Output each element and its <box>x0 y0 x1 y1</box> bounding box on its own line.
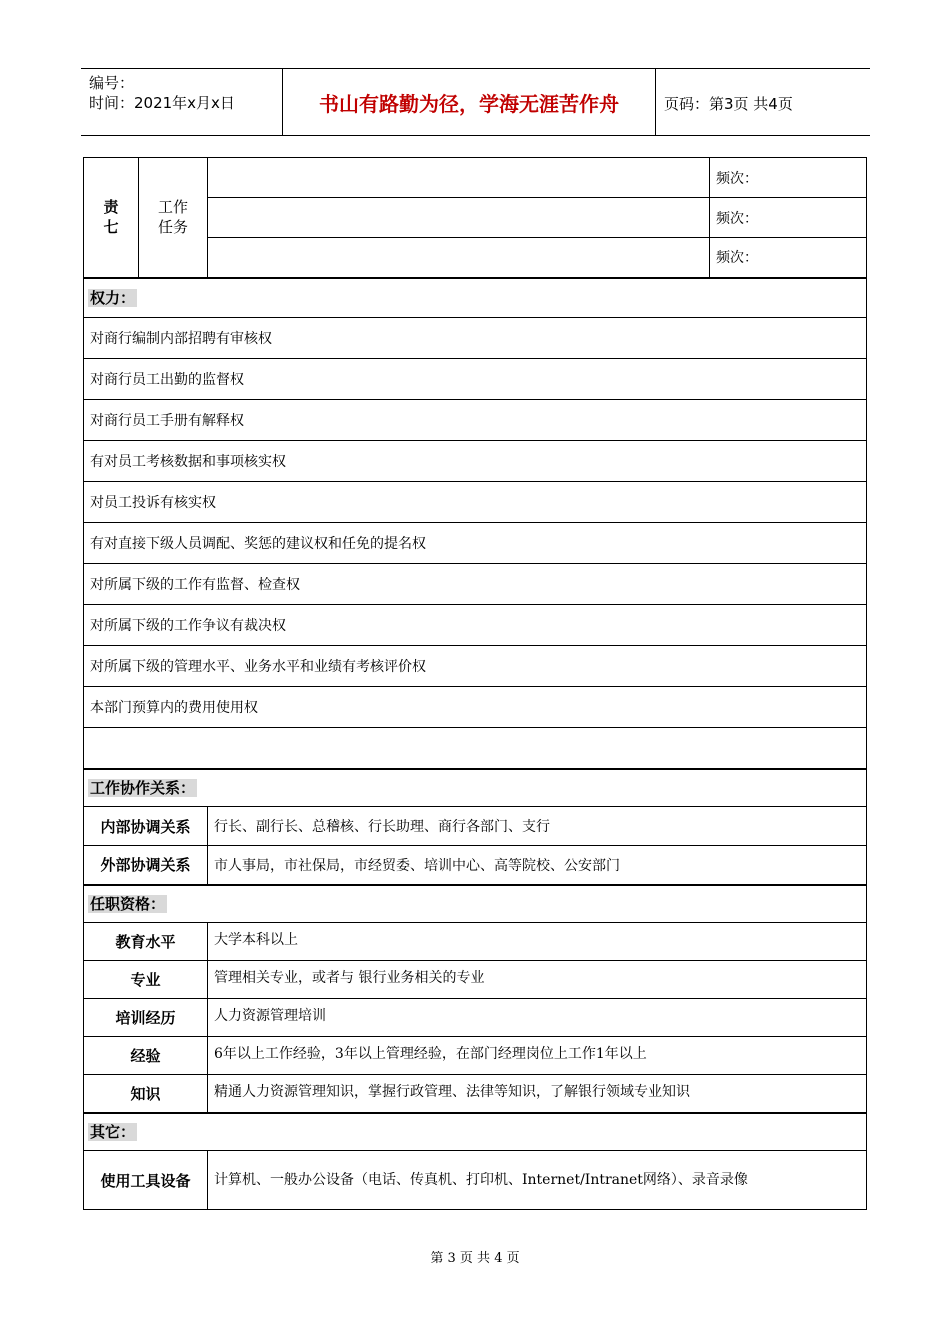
duty-label: 责 七 <box>84 158 139 278</box>
power-item: 对所属下级的工作有监督、检查权 <box>84 564 867 605</box>
header-motto: 书山有路勤为径，学海无涯苦作舟 <box>319 91 619 116</box>
power-item: 对所属下级的工作争议有裁决权 <box>84 605 867 646</box>
cooperation-label: 外部协调关系 <box>84 846 208 885</box>
document-number-label: 编号： <box>89 74 135 92</box>
qualification-value: 6年以上工作经验，3年以上管理经验，在部门经理岗位上工作1年以上 <box>208 1037 867 1075</box>
other-label: 使用工具设备 <box>84 1151 208 1210</box>
cooperation-value: 行长、副行长、总稽核、行长助理、商行各部门、支行 <box>208 807 867 846</box>
qualification-value: 大学本科以上 <box>208 923 867 961</box>
header-page-info: 页码：第3页 共4页 <box>664 95 793 113</box>
header-meta <box>89 73 235 113</box>
header-divider <box>655 69 656 135</box>
page-footer: 第 3 页 共 4 页 <box>430 1251 520 1266</box>
cooperation-value: 市人事局，市社保局，市经贸委、培训中心、高等院校、公安部门 <box>208 846 867 885</box>
other-value: 计算机、一般办公设备（电话、传真机、打印机、Internet/Intranet网络）、录音录像 <box>208 1151 867 1210</box>
qualification-value: 人力资源管理培训 <box>208 999 867 1037</box>
power-item: 对商行编制内部招聘有审核权 <box>84 318 867 359</box>
power-item: 有对员工考核数据和事项核实权 <box>84 441 867 482</box>
powers-section-title: 权力： <box>84 278 867 318</box>
duty-task-cell <box>208 158 710 198</box>
qualification-label: 教育水平 <box>84 923 208 961</box>
duty-frequency: 频次： <box>710 198 867 238</box>
duty-frequency: 频次： <box>710 238 867 278</box>
qualification-value: 管理相关专业，或者与 银行业务相关的专业 <box>208 961 867 999</box>
cooperation-section-title: 工作协作关系： <box>84 769 867 807</box>
qualification-value: 精通人力资源管理知识，掌握行政管理、法律等知识，了解银行领域专业知识 <box>208 1075 867 1113</box>
job-description-table <box>83 157 867 1210</box>
power-item: 有对直接下级人员调配、奖惩的建议权和任免的提名权 <box>84 523 867 564</box>
qualifications-section-title: 任职资格： <box>84 885 867 923</box>
duty-sub-label: 工作 任务 <box>139 158 208 278</box>
power-item: 对员工投诉有核实权 <box>84 482 867 523</box>
power-item: 本部门预算内的费用使用权 <box>84 687 867 728</box>
page-header <box>81 68 870 136</box>
document-date: 时间：2021年x月x日 <box>89 94 235 112</box>
qualification-label: 知识 <box>84 1075 208 1113</box>
power-item: 对商行员工出勤的监督权 <box>84 359 867 400</box>
qualification-label: 专业 <box>84 961 208 999</box>
power-item: 对商行员工手册有解释权 <box>84 400 867 441</box>
qualification-label: 培训经历 <box>84 999 208 1037</box>
power-item-empty <box>84 728 867 769</box>
power-item: 对所属下级的管理水平、业务水平和业绩有考核评价权 <box>84 646 867 687</box>
duty-task-cell <box>208 238 710 278</box>
cooperation-label: 内部协调关系 <box>84 807 208 846</box>
duty-task-cell <box>208 198 710 238</box>
other-section-title: 其它： <box>84 1113 867 1151</box>
duty-frequency: 频次： <box>710 158 867 198</box>
qualification-label: 经验 <box>84 1037 208 1075</box>
